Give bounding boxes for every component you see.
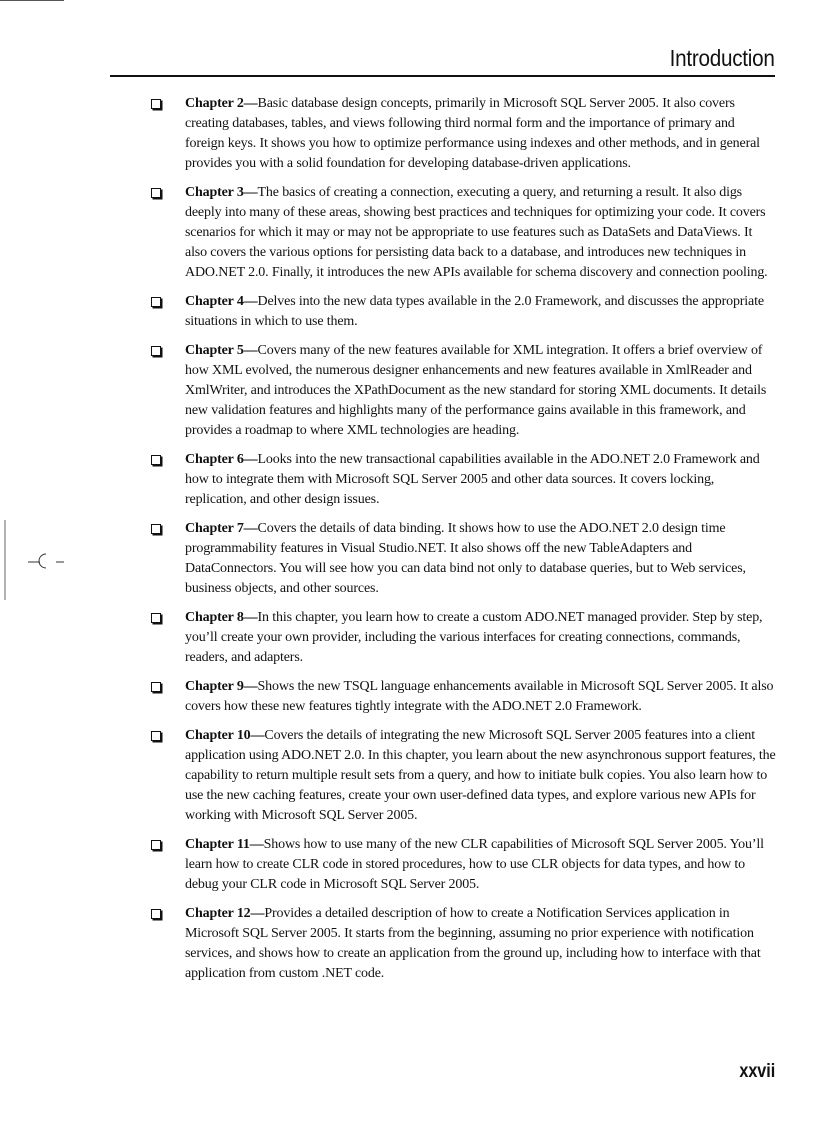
checkbox-bullet-icon [151,613,161,623]
list-item [151,608,776,668]
item-text: Shows the new TSQL language enhancements available in Microsoft SQL Server 2005. It also covers how these new features tightly integrate with the ADO.NET 2.0 Framework. [185,679,774,714]
list-item [151,94,776,174]
chapter-list [151,94,776,993]
list-item [151,835,776,895]
item-title: Chapter 3— [185,185,258,200]
item-text: Covers the details of integrating the new Microsoft SQL Server 2005 features into a client application using ADO.NET 2.0. In this chapter, you learn about the new asynchronous support features, the capability to return multiple result sets from a query, and how to initiate bulk copies. You also learn how to use the new caching features, create your own user-defined data types, and explore various new APIs for working with Microsoft SQL Server 2005. [185,728,776,823]
page-number: xxvii [739,1061,775,1082]
item-title: Chapter 8— [185,610,258,625]
item-title: Chapter 2— [185,96,258,111]
top-edge-rule [0,0,64,1]
checkbox-bullet-icon [151,99,161,109]
checkbox-bullet-icon [151,524,161,534]
list-item [151,183,776,283]
item-text: Shows how to use many of the new CLR capabilities of Microsoft SQL Server 2005. You’ll learn how to create CLR code in stored procedures, how to use CLR objects for data types, and how to debug your CLR code in Microsoft SQL Server 2005. [185,837,764,892]
item-title: Chapter 12— [185,906,265,921]
checkbox-bullet-icon [151,840,161,850]
list-item [151,341,776,441]
item-text: Delves into the new data types available in the 2.0 Framework, and discusses the appropriate situations in which to use them. [185,294,764,329]
registration-mark-icon [0,520,70,600]
item-title: Chapter 11— [185,837,264,852]
item-text: Covers many of the new features available for XML integration. It offers a brief overview of how XML evolved, the numerous designer enhancements and new features available in XmlReader and XmlWriter, and introduces the XPathDocument as the new standard for storing XML documents. It details new validation features and highlights many of the performance gains available in this framework, and provides a roadmap to where XML technologies are heading. [185,343,767,438]
list-item [151,450,776,510]
item-text: In this chapter, you learn how to create a custom ADO.NET managed provider. Step by step, you’ll create your own provider, including the various interfaces for creating connections, commands, readers, and adapters. [185,610,763,665]
header-title: Introduction [670,45,775,71]
checkbox-bullet-icon [151,346,161,356]
item-text: Basic database design concepts, primarily in Microsoft SQL Server 2005. It also covers creating databases, tables, and views following third normal form and the importance of primary and foreign keys. It shows you how to optimize performance using indexes and other methods, and in general provides you with a solid foundation for developing database-driven applications. [185,96,760,171]
item-text: Looks into the new transactional capabilities available in the ADO.NET 2.0 Framework and how to integrate them with Microsoft SQL Server 2005 and other data sources. It covers locking, replication, and other design issues. [185,452,760,507]
list-item [151,677,776,717]
list-item [151,904,776,984]
item-title: Chapter 5— [185,343,258,358]
checkbox-bullet-icon [151,731,161,741]
item-text: The basics of creating a connection, executing a query, and returning a result. It also digs deeply into many of these areas, showing best practices and techniques for optimizing your code. It covers scenarios for which it may or may not be appropriate to use features such as DataSets and DataViews. It also covers the various options for persisting data back to a database, and introduces new techniques in ADO.NET 2.0. Finally, it introduces the new APIs available for schema discovery and connection pooling. [185,185,768,280]
checkbox-bullet-icon [151,188,161,198]
checkbox-bullet-icon [151,682,161,692]
item-title: Chapter 4— [185,294,258,309]
checkbox-bullet-icon [151,909,161,919]
item-text: Provides a detailed description of how to create a Notification Services application in Microsoft SQL Server 2005. It starts from the beginning, assuming no prior experience with notification services, and shows how to create an application from the ground up, including how to interface with that application from custom .NET code. [185,906,761,981]
list-item [151,292,776,332]
list-item [151,726,776,826]
item-title: Chapter 6— [185,452,258,467]
checkbox-bullet-icon [151,297,161,307]
item-title: Chapter 10— [185,728,265,743]
item-title: Chapter 9— [185,679,258,694]
item-text: Covers the details of data binding. It shows how to use the ADO.NET 2.0 design time programmability features in Visual Studio.NET. It also shows off the new TableAdapters and DataConnectors. You will see how you can data bind not only to database queries, but to Web services, business objects, and other sources. [185,521,746,596]
list-item [151,519,776,599]
running-header [110,44,775,77]
item-title: Chapter 7— [185,521,258,536]
checkbox-bullet-icon [151,455,161,465]
